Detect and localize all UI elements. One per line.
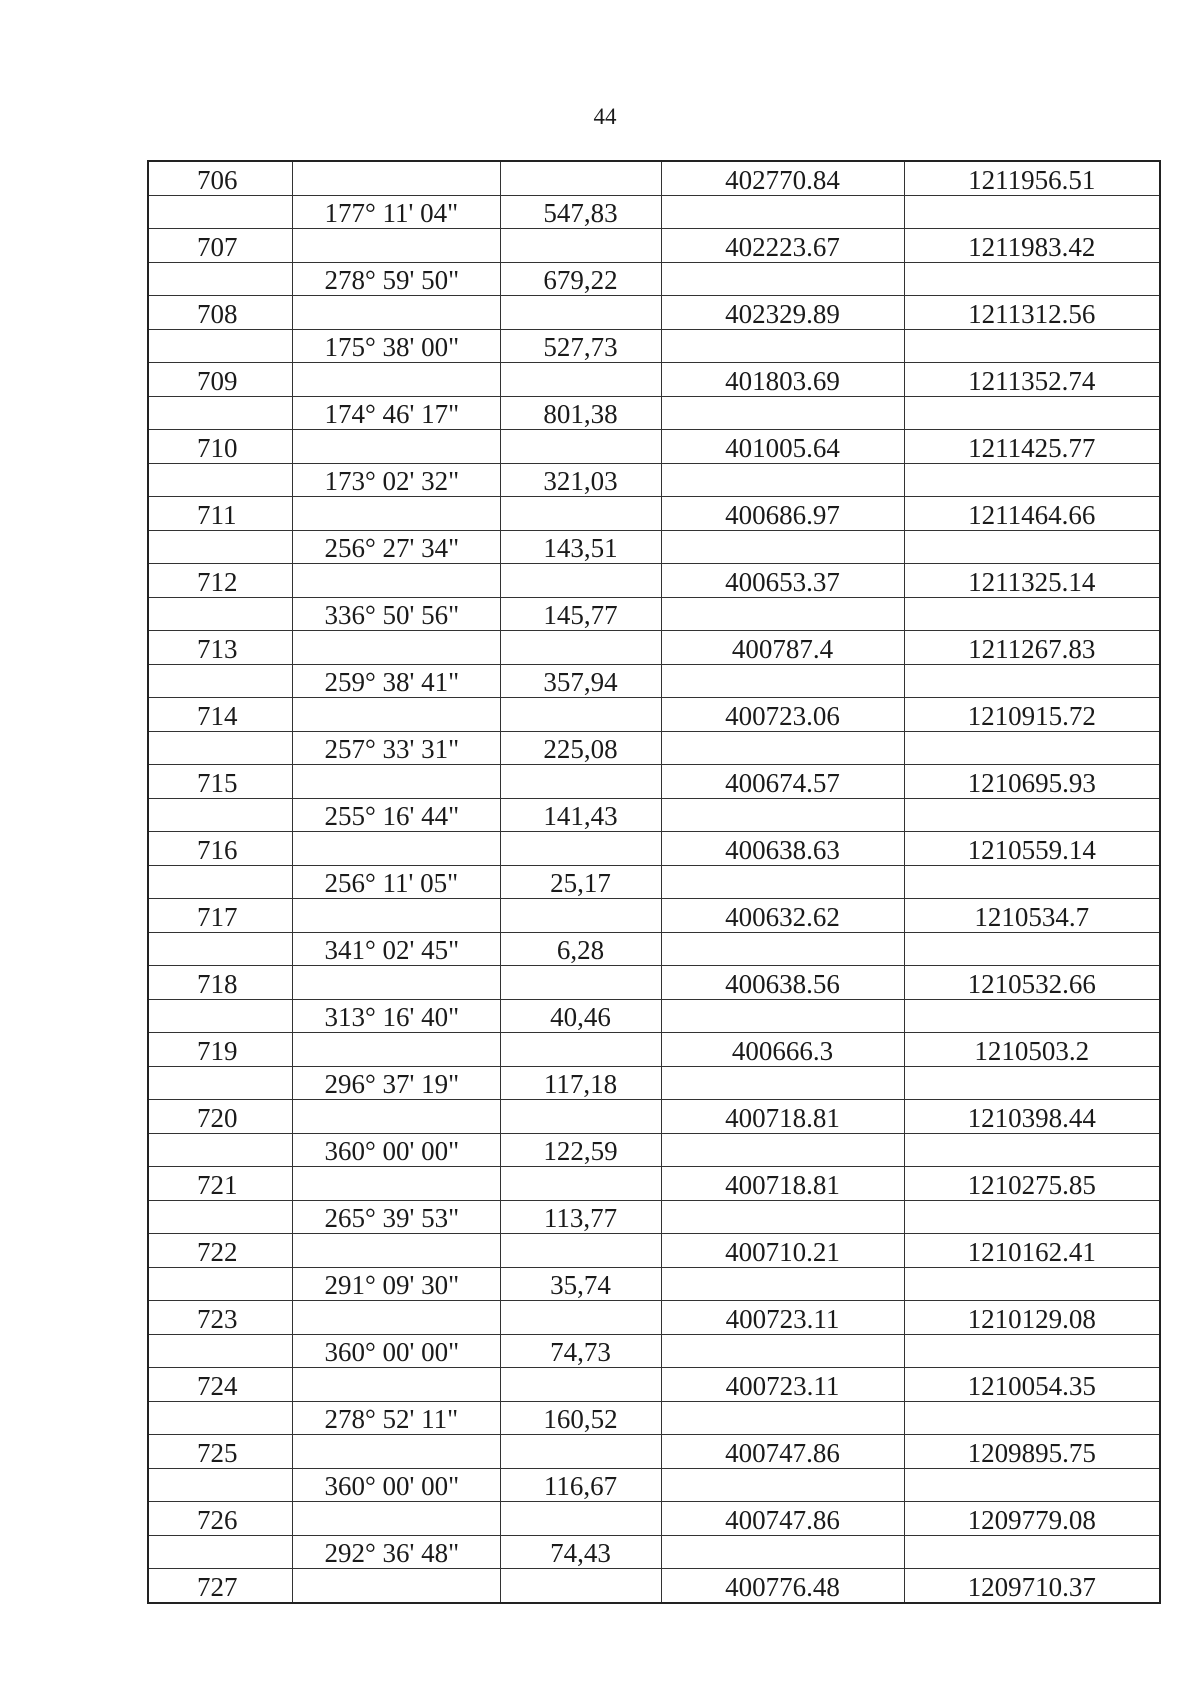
y-coordinate-cell: 1210915.72 (904, 698, 1160, 732)
direction-angle-cell: 174° 46' 17" (292, 396, 500, 430)
point-number-cell: 709 (148, 363, 292, 397)
x-coordinate-cell (661, 932, 904, 966)
direction-angle-cell: 360° 00' 00" (292, 1468, 500, 1502)
point-row (148, 1435, 1160, 1469)
length-cell: 113,77 (500, 1200, 661, 1234)
segment-row (148, 1267, 1160, 1301)
length-cell (500, 497, 661, 531)
point-number-cell: 725 (148, 1435, 292, 1469)
point-number-cell: 707 (148, 229, 292, 263)
direction-angle-cell (292, 698, 500, 732)
length-cell: 143,51 (500, 530, 661, 564)
point-row (148, 899, 1160, 933)
segment-row (148, 262, 1160, 296)
x-coordinate-cell: 400787.4 (661, 631, 904, 665)
point-number-cell (148, 530, 292, 564)
y-coordinate-cell: 1210532.66 (904, 966, 1160, 1000)
direction-angle-cell (292, 1167, 500, 1201)
coordinates-table (147, 160, 1161, 1604)
y-coordinate-cell: 1209710.37 (904, 1569, 1160, 1603)
point-number-cell (148, 1066, 292, 1100)
length-cell (500, 229, 661, 263)
y-coordinate-cell (904, 999, 1160, 1033)
direction-angle-cell: 360° 00' 00" (292, 1334, 500, 1368)
x-coordinate-cell (661, 1334, 904, 1368)
y-coordinate-cell: 1210129.08 (904, 1301, 1160, 1335)
length-cell (500, 296, 661, 330)
direction-angle-cell (292, 631, 500, 665)
x-coordinate-cell (661, 530, 904, 564)
x-coordinate-cell: 400710.21 (661, 1234, 904, 1268)
length-cell (500, 698, 661, 732)
point-row (148, 363, 1160, 397)
x-coordinate-cell: 400638.56 (661, 966, 904, 1000)
segment-row (148, 932, 1160, 966)
length-cell (500, 564, 661, 598)
x-coordinate-cell (661, 798, 904, 832)
y-coordinate-cell: 1210162.41 (904, 1234, 1160, 1268)
point-number-cell: 712 (148, 564, 292, 598)
length-cell: 117,18 (500, 1066, 661, 1100)
y-coordinate-cell: 1210695.93 (904, 765, 1160, 799)
length-cell (500, 1368, 661, 1402)
point-row (148, 966, 1160, 1000)
direction-angle-cell: 292° 36' 48" (292, 1535, 500, 1569)
point-number-cell (148, 664, 292, 698)
length-cell: 25,17 (500, 865, 661, 899)
direction-angle-cell (292, 1368, 500, 1402)
point-number-cell (148, 999, 292, 1033)
segment-row (148, 597, 1160, 631)
x-coordinate-cell: 400747.86 (661, 1435, 904, 1469)
direction-angle-cell: 259° 38' 41" (292, 664, 500, 698)
point-row (148, 564, 1160, 598)
segment-row (148, 329, 1160, 363)
x-coordinate-cell: 401005.64 (661, 430, 904, 464)
y-coordinate-cell (904, 1401, 1160, 1435)
point-number-cell: 721 (148, 1167, 292, 1201)
point-row (148, 296, 1160, 330)
length-cell: 6,28 (500, 932, 661, 966)
segment-row (148, 731, 1160, 765)
direction-angle-cell (292, 1502, 500, 1536)
x-coordinate-cell: 400718.81 (661, 1167, 904, 1201)
point-number-cell: 711 (148, 497, 292, 531)
length-cell: 122,59 (500, 1133, 661, 1167)
point-number-cell (148, 1267, 292, 1301)
point-number-cell (148, 1401, 292, 1435)
segment-row (148, 1334, 1160, 1368)
x-coordinate-cell: 400638.63 (661, 832, 904, 866)
direction-angle-cell (292, 229, 500, 263)
y-coordinate-cell: 1211983.42 (904, 229, 1160, 263)
point-number-cell (148, 1334, 292, 1368)
direction-angle-cell: 177° 11' 04" (292, 195, 500, 229)
point-number-cell (148, 262, 292, 296)
x-coordinate-cell (661, 597, 904, 631)
point-number-cell: 720 (148, 1100, 292, 1134)
x-coordinate-cell (661, 999, 904, 1033)
length-cell: 74,73 (500, 1334, 661, 1368)
y-coordinate-cell: 1210275.85 (904, 1167, 1160, 1201)
point-row (148, 1167, 1160, 1201)
direction-angle-cell: 313° 16' 40" (292, 999, 500, 1033)
direction-angle-cell (292, 296, 500, 330)
y-coordinate-cell (904, 798, 1160, 832)
point-row (148, 1301, 1160, 1335)
length-cell (500, 765, 661, 799)
point-number-cell (148, 1133, 292, 1167)
point-row (148, 832, 1160, 866)
direction-angle-cell: 291° 09' 30" (292, 1267, 500, 1301)
point-row (148, 161, 1160, 195)
direction-angle-cell: 341° 02' 45" (292, 932, 500, 966)
y-coordinate-cell (904, 664, 1160, 698)
point-row (148, 229, 1160, 263)
segment-row (148, 1066, 1160, 1100)
point-number-cell (148, 597, 292, 631)
segment-row (148, 1133, 1160, 1167)
x-coordinate-cell (661, 1267, 904, 1301)
segment-row (148, 664, 1160, 698)
length-cell: 160,52 (500, 1401, 661, 1435)
x-coordinate-cell: 400718.81 (661, 1100, 904, 1134)
x-coordinate-cell (661, 1066, 904, 1100)
point-row (148, 1033, 1160, 1067)
y-coordinate-cell (904, 1200, 1160, 1234)
page-number: 44 (593, 104, 617, 129)
point-number-cell (148, 195, 292, 229)
length-cell: 116,67 (500, 1468, 661, 1502)
length-cell (500, 1167, 661, 1201)
y-coordinate-cell (904, 731, 1160, 765)
direction-angle-cell: 336° 50' 56" (292, 597, 500, 631)
length-cell (500, 832, 661, 866)
point-row (148, 698, 1160, 732)
y-coordinate-cell (904, 1334, 1160, 1368)
point-number-cell (148, 1535, 292, 1569)
x-coordinate-cell (661, 865, 904, 899)
x-coordinate-cell: 400686.97 (661, 497, 904, 531)
point-row (148, 1368, 1160, 1402)
x-coordinate-cell: 400674.57 (661, 765, 904, 799)
y-coordinate-cell (904, 1468, 1160, 1502)
direction-angle-cell: 265° 39' 53" (292, 1200, 500, 1234)
length-cell: 141,43 (500, 798, 661, 832)
x-coordinate-cell: 400723.11 (661, 1368, 904, 1402)
length-cell (500, 631, 661, 665)
point-row (148, 631, 1160, 665)
direction-angle-cell: 360° 00' 00" (292, 1133, 500, 1167)
x-coordinate-cell: 400776.48 (661, 1569, 904, 1603)
y-coordinate-cell: 1210503.2 (904, 1033, 1160, 1067)
y-coordinate-cell (904, 865, 1160, 899)
direction-angle-cell (292, 966, 500, 1000)
point-row (148, 1569, 1160, 1603)
point-number-cell: 708 (148, 296, 292, 330)
segment-row (148, 1535, 1160, 1569)
x-coordinate-cell (661, 1200, 904, 1234)
direction-angle-cell (292, 564, 500, 598)
point-number-cell (148, 1200, 292, 1234)
length-cell (500, 966, 661, 1000)
point-number-cell: 722 (148, 1234, 292, 1268)
direction-angle-cell (292, 832, 500, 866)
point-number-cell: 706 (148, 161, 292, 195)
y-coordinate-cell (904, 1267, 1160, 1301)
y-coordinate-cell: 1210534.7 (904, 899, 1160, 933)
point-number-cell: 718 (148, 966, 292, 1000)
length-cell (500, 1234, 661, 1268)
direction-angle-cell (292, 1234, 500, 1268)
direction-angle-cell: 278° 52' 11" (292, 1401, 500, 1435)
direction-angle-cell (292, 765, 500, 799)
point-number-cell (148, 932, 292, 966)
point-number-cell: 714 (148, 698, 292, 732)
point-number-cell: 724 (148, 1368, 292, 1402)
segment-row (148, 999, 1160, 1033)
point-number-cell (148, 329, 292, 363)
length-cell (500, 1435, 661, 1469)
direction-angle-cell (292, 1033, 500, 1067)
direction-angle-cell: 173° 02' 32" (292, 463, 500, 497)
direction-angle-cell: 256° 11' 05" (292, 865, 500, 899)
y-coordinate-cell: 1211464.66 (904, 497, 1160, 531)
segment-row (148, 1401, 1160, 1435)
direction-angle-cell: 257° 33' 31" (292, 731, 500, 765)
x-coordinate-cell (661, 463, 904, 497)
segment-row (148, 463, 1160, 497)
y-coordinate-cell (904, 262, 1160, 296)
direction-angle-cell (292, 161, 500, 195)
y-coordinate-cell: 1209779.08 (904, 1502, 1160, 1536)
direction-angle-cell (292, 363, 500, 397)
segment-row (148, 396, 1160, 430)
x-coordinate-cell: 400666.3 (661, 1033, 904, 1067)
x-coordinate-cell (661, 731, 904, 765)
y-coordinate-cell: 1211956.51 (904, 161, 1160, 195)
x-coordinate-cell (661, 1468, 904, 1502)
segment-row (148, 1200, 1160, 1234)
y-coordinate-cell: 1209895.75 (904, 1435, 1160, 1469)
direction-angle-cell: 256° 27' 34" (292, 530, 500, 564)
point-number-cell: 715 (148, 765, 292, 799)
x-coordinate-cell (661, 262, 904, 296)
point-number-cell (148, 731, 292, 765)
x-coordinate-cell: 402223.67 (661, 229, 904, 263)
length-cell (500, 161, 661, 195)
point-row (148, 430, 1160, 464)
x-coordinate-cell: 400653.37 (661, 564, 904, 598)
y-coordinate-cell (904, 597, 1160, 631)
length-cell: 145,77 (500, 597, 661, 631)
x-coordinate-cell (661, 329, 904, 363)
point-row (148, 1502, 1160, 1536)
y-coordinate-cell (904, 1535, 1160, 1569)
y-coordinate-cell (904, 932, 1160, 966)
y-coordinate-cell (904, 1133, 1160, 1167)
y-coordinate-cell (904, 329, 1160, 363)
segment-row (148, 865, 1160, 899)
x-coordinate-cell: 400723.06 (661, 698, 904, 732)
x-coordinate-cell (661, 396, 904, 430)
length-cell (500, 899, 661, 933)
x-coordinate-cell: 402770.84 (661, 161, 904, 195)
x-coordinate-cell: 402329.89 (661, 296, 904, 330)
length-cell (500, 1100, 661, 1134)
y-coordinate-cell: 1210559.14 (904, 832, 1160, 866)
length-cell: 35,74 (500, 1267, 661, 1301)
point-number-cell (148, 865, 292, 899)
point-number-cell: 716 (148, 832, 292, 866)
point-number-cell: 713 (148, 631, 292, 665)
direction-angle-cell (292, 497, 500, 531)
point-number-cell: 727 (148, 1569, 292, 1603)
x-coordinate-cell (661, 1133, 904, 1167)
length-cell: 679,22 (500, 262, 661, 296)
point-number-cell (148, 1468, 292, 1502)
y-coordinate-cell (904, 195, 1160, 229)
y-coordinate-cell (904, 1066, 1160, 1100)
y-coordinate-cell: 1210398.44 (904, 1100, 1160, 1134)
length-cell: 547,83 (500, 195, 661, 229)
point-number-cell: 723 (148, 1301, 292, 1335)
point-number-cell: 717 (148, 899, 292, 933)
x-coordinate-cell (661, 664, 904, 698)
y-coordinate-cell: 1210054.35 (904, 1368, 1160, 1402)
segment-row (148, 798, 1160, 832)
point-number-cell: 710 (148, 430, 292, 464)
point-number-cell (148, 396, 292, 430)
x-coordinate-cell: 400632.62 (661, 899, 904, 933)
x-coordinate-cell (661, 1535, 904, 1569)
y-coordinate-cell (904, 530, 1160, 564)
length-cell: 225,08 (500, 731, 661, 765)
y-coordinate-cell: 1211325.14 (904, 564, 1160, 598)
point-number-cell: 719 (148, 1033, 292, 1067)
length-cell: 801,38 (500, 396, 661, 430)
x-coordinate-cell (661, 195, 904, 229)
length-cell (500, 1033, 661, 1067)
y-coordinate-cell (904, 396, 1160, 430)
y-coordinate-cell: 1211267.83 (904, 631, 1160, 665)
point-number-cell (148, 798, 292, 832)
y-coordinate-cell (904, 463, 1160, 497)
x-coordinate-cell: 400723.11 (661, 1301, 904, 1335)
length-cell: 527,73 (500, 329, 661, 363)
x-coordinate-cell: 401803.69 (661, 363, 904, 397)
direction-angle-cell (292, 1100, 500, 1134)
length-cell (500, 363, 661, 397)
length-cell (500, 1301, 661, 1335)
direction-angle-cell: 296° 37' 19" (292, 1066, 500, 1100)
point-row (148, 765, 1160, 799)
length-cell: 321,03 (500, 463, 661, 497)
length-cell: 357,94 (500, 664, 661, 698)
direction-angle-cell (292, 1435, 500, 1469)
y-coordinate-cell: 1211312.56 (904, 296, 1160, 330)
y-coordinate-cell: 1211425.77 (904, 430, 1160, 464)
point-row (148, 1234, 1160, 1268)
point-row (148, 1100, 1160, 1134)
length-cell (500, 1502, 661, 1536)
point-row (148, 497, 1160, 531)
direction-angle-cell: 278° 59' 50" (292, 262, 500, 296)
point-number-cell (148, 463, 292, 497)
x-coordinate-cell (661, 1401, 904, 1435)
segment-row (148, 195, 1160, 229)
direction-angle-cell (292, 1301, 500, 1335)
segment-row (148, 530, 1160, 564)
y-coordinate-cell: 1211352.74 (904, 363, 1160, 397)
direction-angle-cell: 175° 38' 00" (292, 329, 500, 363)
length-cell: 40,46 (500, 999, 661, 1033)
coordinates-table-body (148, 161, 1160, 1603)
direction-angle-cell (292, 1569, 500, 1603)
segment-row (148, 1468, 1160, 1502)
x-coordinate-cell: 400747.86 (661, 1502, 904, 1536)
direction-angle-cell: 255° 16' 44" (292, 798, 500, 832)
length-cell (500, 430, 661, 464)
length-cell (500, 1569, 661, 1603)
point-number-cell: 726 (148, 1502, 292, 1536)
direction-angle-cell (292, 430, 500, 464)
length-cell: 74,43 (500, 1535, 661, 1569)
direction-angle-cell (292, 899, 500, 933)
